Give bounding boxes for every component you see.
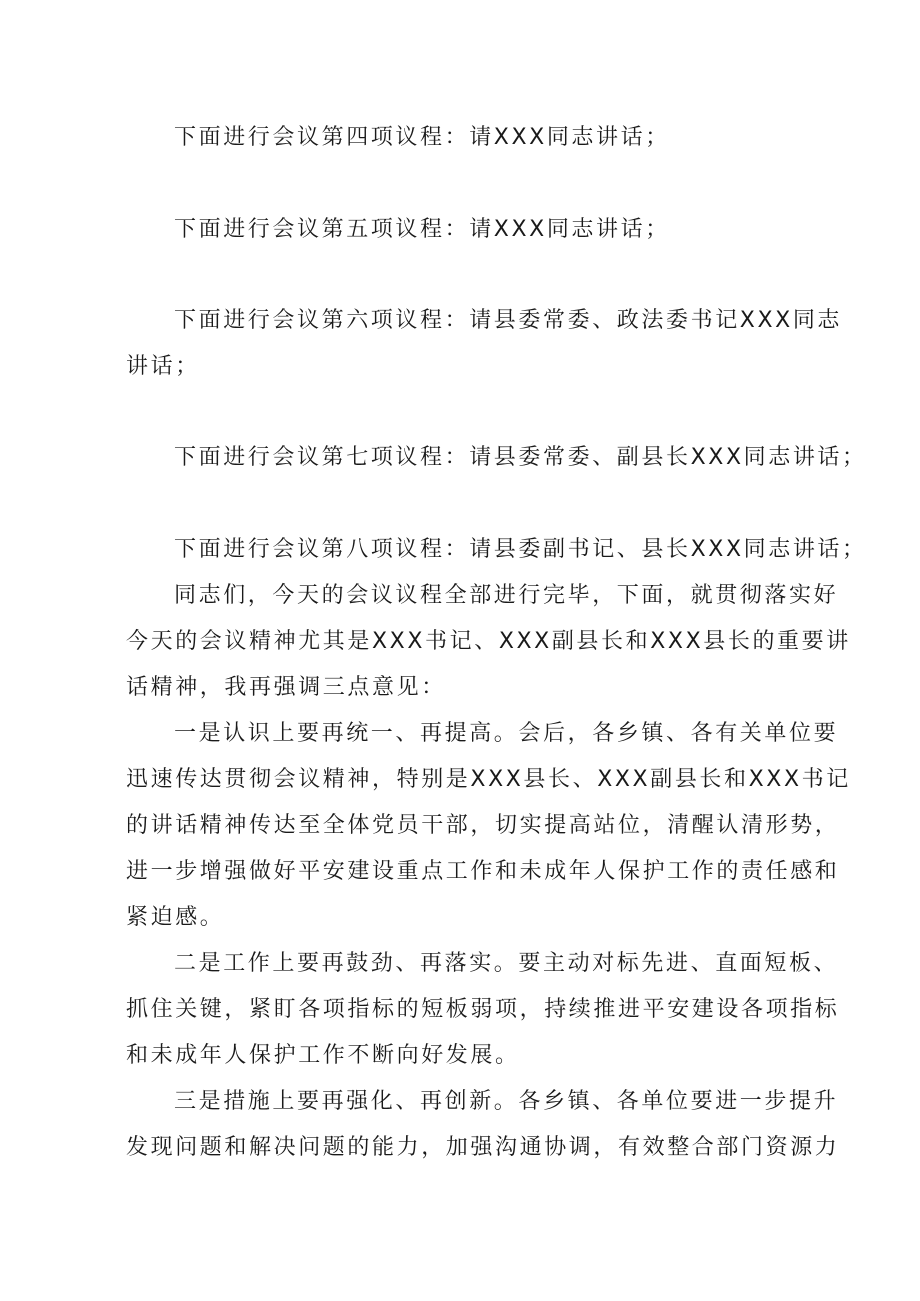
paragraph-agenda-4 [126, 115, 826, 161]
paragraph-point-2 [126, 941, 840, 1079]
text-line: 的讲话精神传达至全体党员干部，切实提高站位，清醒认清形势， [126, 813, 840, 838]
text-line: 下面进行会议第五项议程：请XXX同志讲话； [174, 217, 670, 242]
paragraph-closing-intro [126, 573, 851, 711]
paragraph-agenda-8 [126, 527, 867, 573]
text-line: 一是认识上要再统一、再提高。会后，各乡镇、各有关单位要 [174, 721, 839, 746]
text-line: 和未成年人保护工作不断向好发展。 [126, 1043, 520, 1068]
paragraph-agenda-6 [126, 298, 843, 390]
text-line: 紧迫感。 [126, 905, 225, 930]
text-line: 发现问题和解决问题的能力，加强沟通协调，有效整合部门资源力 [126, 1135, 840, 1160]
paragraph-agenda-7 [126, 435, 867, 481]
text-line: 讲话； [126, 354, 200, 379]
text-line: 三是措施上要再强化、再创新。各乡镇、各单位要进一步提升 [174, 1089, 839, 1114]
text-line: 下面进行会议第七项议程：请县委常委、副县长XXX同志讲话； [174, 445, 867, 470]
text-line: 迅速传达贯彻会议精神，特别是XXX县长、XXX副县长和XXX书记 [126, 767, 851, 792]
paragraph-agenda-5 [126, 207, 826, 253]
text-line: 今天的会议精神尤其是XXX书记、XXX副县长和XXX县长的重要讲 [126, 629, 851, 654]
text-line: 下面进行会议第四项议程：请XXX同志讲话； [174, 125, 670, 150]
text-line: 下面进行会议第六项议程：请县委常委、政法委书记XXX同志 [174, 308, 843, 333]
text-line: 下面进行会议第八项议程：请县委副书记、县长XXX同志讲话； [174, 537, 867, 562]
paragraph-point-3 [126, 1079, 840, 1171]
text-line: 话精神，我再强调三点意见： [126, 675, 446, 700]
text-line: 二是工作上要再鼓劲、再落实。要主动对标先进、直面短板、 [174, 951, 839, 976]
paragraph-point-1 [126, 711, 851, 941]
text-line: 抓住关键，紧盯各项指标的短板弱项，持续推进平安建设各项指标 [126, 997, 840, 1022]
text-line: 同志们，今天的会议议程全部进行完毕，下面，就贯彻落实好 [174, 583, 839, 608]
text-line: 进一步增强做好平安建设重点工作和未成年人保护工作的责任感和 [126, 859, 840, 884]
